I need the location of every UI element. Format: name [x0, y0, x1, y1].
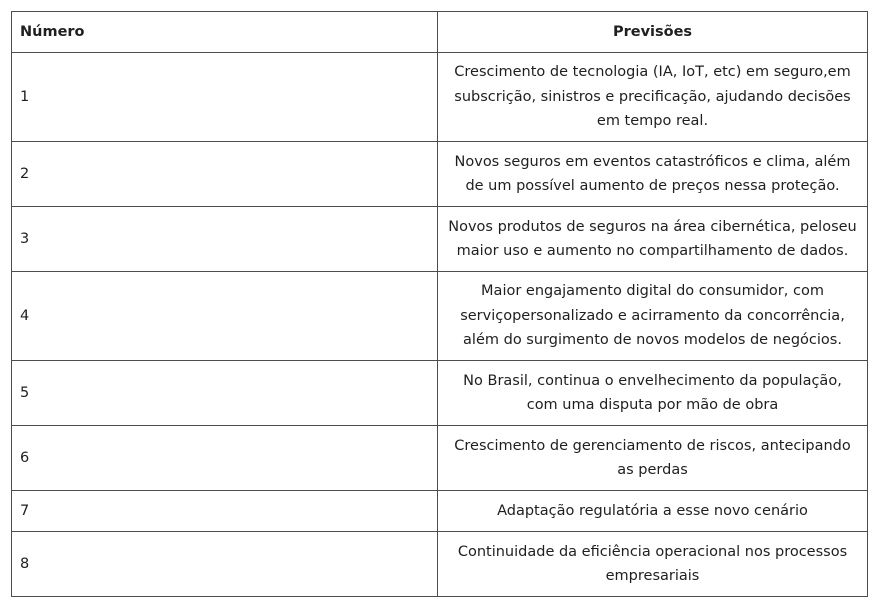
table-row	[12, 532, 868, 597]
table-row	[12, 272, 868, 361]
row-prediction: Continuidade da eficiência operacional nos processos empresariais	[438, 532, 868, 597]
row-prediction: Novos produtos de seguros na área cibernética, peloseu maior uso e aumento no compartilhamento de dados.	[438, 207, 868, 272]
row-prediction: No Brasil, continua o envelhecimento da população, com uma disputa por mão de obra	[438, 361, 868, 426]
table-row	[12, 361, 868, 426]
row-number: 4	[12, 272, 438, 361]
row-prediction: Novos seguros em eventos catastróficos e clima, além de um possível aumento de preços nessa proteção.	[438, 142, 868, 207]
row-number: 8	[12, 532, 438, 597]
table-row	[12, 491, 868, 532]
row-number: 5	[12, 361, 438, 426]
predictions-table-container	[11, 11, 867, 597]
table-header-row	[12, 12, 868, 53]
row-prediction: Adaptação regulatória a esse novo cenário	[438, 491, 868, 532]
header-number: Número	[12, 12, 438, 53]
table-row	[12, 426, 868, 491]
row-prediction: Crescimento de gerenciamento de riscos, antecipando as perdas	[438, 426, 868, 491]
row-number: 1	[12, 53, 438, 142]
table-row	[12, 207, 868, 272]
row-number: 7	[12, 491, 438, 532]
row-number: 3	[12, 207, 438, 272]
row-prediction: Maior engajamento digital do consumidor, com serviçopersonalizado e acirramento da concorrência, além do surgimento de novos modelos de negócios.	[438, 272, 868, 361]
row-number: 2	[12, 142, 438, 207]
table-row	[12, 53, 868, 142]
table-row	[12, 142, 868, 207]
row-prediction: Crescimento de tecnologia (IA, IoT, etc) em seguro,em subscrição, sinistros e precificação, ajudando decisões em tempo real.	[438, 53, 868, 142]
header-predictions: Previsões	[438, 12, 868, 53]
predictions-table	[11, 11, 868, 597]
row-number: 6	[12, 426, 438, 491]
